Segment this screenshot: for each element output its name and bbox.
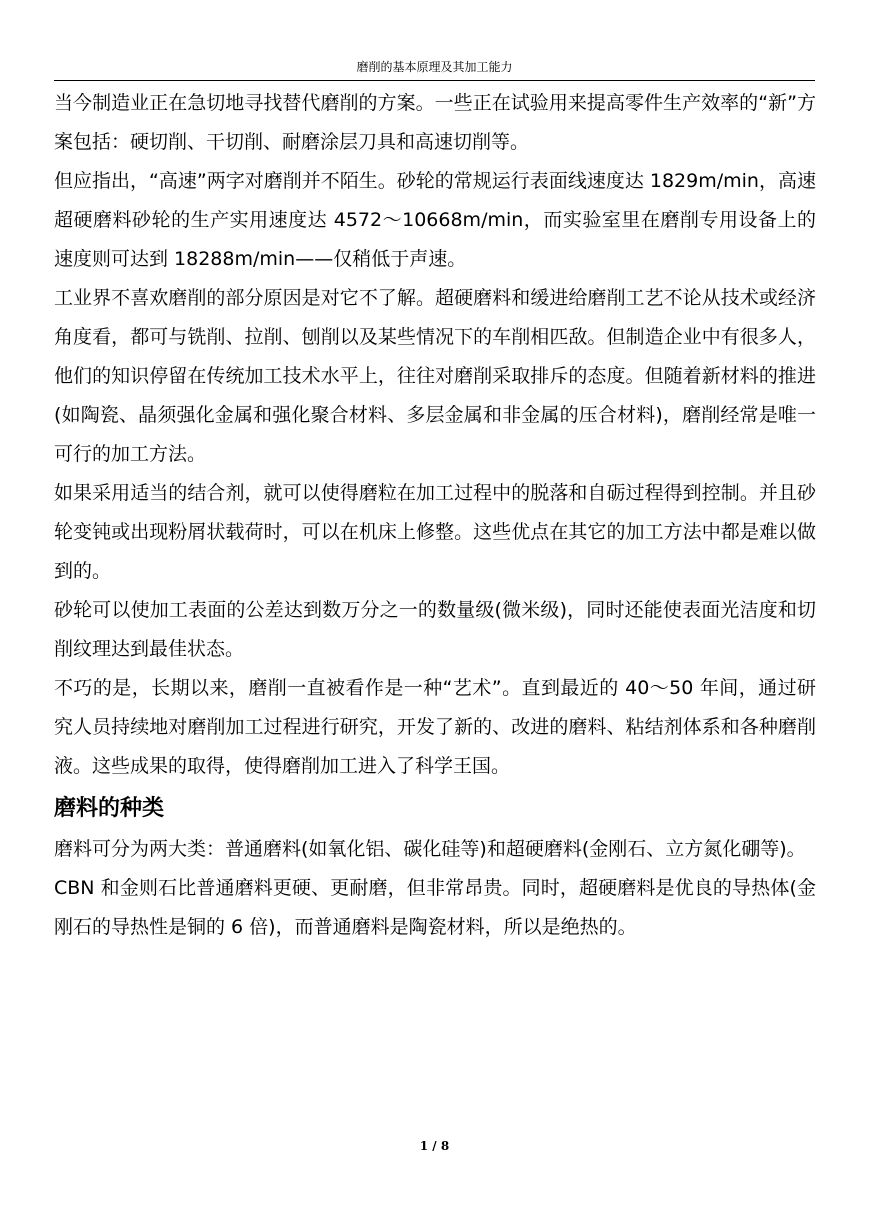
- paragraph-4: 如果采用适当的结合剂，就可以使得磨粒在加工过程中的脱落和自砺过程得到控制。并且砂轮变钝或出现粉屑状载荷时，可以在机床上修整。这些优点在其它的加工方法中都是难以做到的。: [54, 482, 816, 582]
- paragraph-6: 不巧的是，长期以来，磨削一直被看作是一种“艺术”。直到最近的 40～50 年间，通过研究人员持续地对磨削加工过程进行研究，开发了新的、改进的磨料、粘结剂体系和各种磨削液。这些成果的取得，使得磨削加工进入了科学王国。: [54, 677, 816, 777]
- paragraph-3: 工业界不喜欢磨削的部分原因是对它不了解。超硬磨料和缓进给磨削工艺不论从技术或经济角度看，都可与铣削、拉削、刨削以及某些情况下的车削相匹敌。但制造企业中有很多人，他们的知识停留在传统加工技术水平上，往往对磨削采取排斥的态度。但随着新材料的推进(如陶瓷、晶须强化金属和强化聚合材料、多层金属和非金属的压合材料)，磨削经常是唯一可行的加工方法。: [54, 287, 816, 465]
- paragraph-2: 但应指出，“高速”两字对磨削并不陌生。砂轮的常规运行表面线速度达 1829m/min，高速超硬磨料砂轮的生产实用速度达 4572～10668m/min，而实验室里在磨削专用设备上的速度则可达到 18288m/min——仅稍低于声速。: [54, 170, 816, 270]
- paragraph-1: 当今制造业正在急切地寻找替代磨削的方案。一些正在试验用来提高零件生产效率的“新”方案包括：硬切削、干切削、耐磨涂层刀具和高速切削等。: [54, 92, 816, 153]
- page-number: 1 / 8: [419, 1139, 450, 1153]
- section-heading: 磨料的种类: [54, 796, 165, 821]
- section-paragraph-2: CBN 和金则石比普通磨料更硬、更耐磨，但非常昂贵。同时，超硬磨料是优良的导热体(金刚石的导热性是铜的 6 倍)，而普通磨料是陶瓷材料，所以是绝热的。: [54, 877, 816, 938]
- section-paragraph-1: 磨料可分为两大类：普通磨料(如氧化铝、碳化硅等)和超硬磨料(金刚石、立方氮化硼等)。: [54, 838, 806, 860]
- header-title: 磨削的基本原理及其加工能力: [356, 60, 513, 74]
- page-content: [54, 84, 816, 947]
- page-header: [54, 60, 815, 81]
- paragraph-5: 砂轮可以使加工表面的公差达到数万分之一的数量级(微米级)，同时还能使表面光洁度和切削纹理达到最佳状态。: [54, 599, 816, 660]
- page-footer: [0, 1139, 869, 1153]
